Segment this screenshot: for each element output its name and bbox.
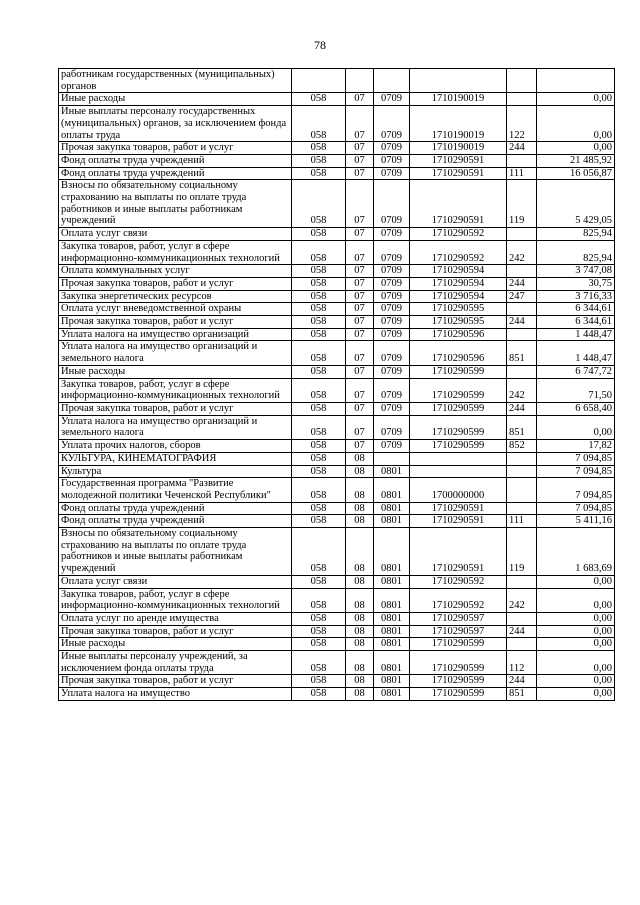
cell-subsection-code: 0801 [374, 515, 410, 528]
cell-department-code: 058 [292, 651, 346, 675]
cell-subsection-code [374, 452, 410, 465]
cell-section-code: 07 [346, 167, 374, 180]
cell-amount: 1 683,69 [537, 528, 615, 576]
table-row [59, 688, 615, 701]
cell-target-article: 1710290592 [410, 240, 507, 264]
cell-target-article: 1710290599 [410, 688, 507, 701]
cell-amount: 7 094,85 [537, 465, 615, 478]
cell-expense-type [507, 502, 537, 515]
cell-department-code: 058 [292, 303, 346, 316]
cell-expense-type: 244 [507, 675, 537, 688]
table-row [59, 142, 615, 155]
cell-amount: 6 747,72 [537, 365, 615, 378]
cell-expense-type [507, 575, 537, 588]
cell-section-code: 07 [346, 290, 374, 303]
cell-amount: 0,00 [537, 588, 615, 612]
cell-name: Уплата налога на имущество [59, 688, 292, 701]
cell-name: Закупка товаров, работ, услуг в сфере информационно-коммуникационных технологий [59, 588, 292, 612]
table-row [59, 154, 615, 167]
cell-department-code: 058 [292, 365, 346, 378]
cell-department-code: 058 [292, 638, 346, 651]
cell-subsection-code: 0801 [374, 675, 410, 688]
table-row [59, 675, 615, 688]
cell-amount: 17,82 [537, 440, 615, 453]
cell-target-article: 1710290596 [410, 328, 507, 341]
table-row [59, 625, 615, 638]
cell-target-article: 1710290599 [410, 415, 507, 439]
cell-target-article: 1710290591 [410, 502, 507, 515]
cell-section-code: 08 [346, 588, 374, 612]
budget-table [58, 68, 615, 701]
table-row [59, 265, 615, 278]
cell-expense-type [507, 265, 537, 278]
cell-section-code: 07 [346, 154, 374, 167]
cell-target-article: 1710290592 [410, 575, 507, 588]
cell-name: Закупка товаров, работ, услуг в сфере информационно-коммуникационных технологий [59, 378, 292, 402]
cell-department-code: 058 [292, 265, 346, 278]
cell-section-code: 07 [346, 180, 374, 228]
cell-department-code: 058 [292, 228, 346, 241]
cell-section-code: 07 [346, 328, 374, 341]
cell-department-code: 058 [292, 452, 346, 465]
cell-name: Закупка энергетических ресурсов [59, 290, 292, 303]
cell-amount: 0,00 [537, 106, 615, 142]
cell-target-article: 1710190019 [410, 93, 507, 106]
cell-target-article: 1710290591 [410, 180, 507, 228]
cell-department-code: 058 [292, 465, 346, 478]
cell-subsection-code: 0709 [374, 316, 410, 329]
cell-target-article: 1710290591 [410, 167, 507, 180]
cell-target-article: 1710290599 [410, 651, 507, 675]
cell-expense-type: 242 [507, 588, 537, 612]
cell-expense-type: 119 [507, 180, 537, 228]
cell-expense-type [507, 154, 537, 167]
cell-department-code: 058 [292, 277, 346, 290]
cell-name: Прочая закупка товаров, работ и услуг [59, 277, 292, 290]
cell-section-code: 07 [346, 228, 374, 241]
cell-expense-type: 111 [507, 515, 537, 528]
cell-target-article: 1710190019 [410, 142, 507, 155]
cell-expense-type: 244 [507, 402, 537, 415]
cell-expense-type [507, 465, 537, 478]
cell-section-code: 08 [346, 625, 374, 638]
cell-amount: 825,94 [537, 228, 615, 241]
cell-amount: 0,00 [537, 688, 615, 701]
cell-department-code: 058 [292, 180, 346, 228]
cell-expense-type: 852 [507, 440, 537, 453]
cell-amount: 3 716,33 [537, 290, 615, 303]
cell-target-article: 1710190019 [410, 106, 507, 142]
cell-section-code: 07 [346, 365, 374, 378]
cell-name: Иные расходы [59, 638, 292, 651]
cell-subsection-code: 0709 [374, 240, 410, 264]
cell-expense-type: 851 [507, 341, 537, 365]
table-row [59, 93, 615, 106]
cell-amount: 6 658,40 [537, 402, 615, 415]
cell-subsection-code: 0709 [374, 106, 410, 142]
cell-name: Прочая закупка товаров, работ и услуг [59, 675, 292, 688]
table-row [59, 440, 615, 453]
cell-department-code: 058 [292, 502, 346, 515]
cell-target-article: 1710290597 [410, 625, 507, 638]
cell-section-code: 08 [346, 675, 374, 688]
cell-expense-type: 112 [507, 651, 537, 675]
cell-target-article: 1710290594 [410, 265, 507, 278]
cell-target-article: 1710290599 [410, 440, 507, 453]
cell-subsection-code: 0709 [374, 415, 410, 439]
cell-target-article: 1710290599 [410, 365, 507, 378]
cell-department-code: 058 [292, 154, 346, 167]
table-row [59, 402, 615, 415]
cell-expense-type: 247 [507, 290, 537, 303]
cell-subsection-code: 0709 [374, 142, 410, 155]
cell-amount: 0,00 [537, 93, 615, 106]
cell-section-code: 07 [346, 277, 374, 290]
cell-name: Уплата прочих налогов, сборов [59, 440, 292, 453]
cell-subsection-code: 0709 [374, 265, 410, 278]
cell-name: Оплата услуг связи [59, 228, 292, 241]
cell-expense-type: 119 [507, 528, 537, 576]
cell-department-code: 058 [292, 415, 346, 439]
table-row [59, 290, 615, 303]
cell-amount: 5 429,05 [537, 180, 615, 228]
cell-department-code [292, 69, 346, 93]
table-row [59, 415, 615, 439]
cell-department-code: 058 [292, 625, 346, 638]
cell-amount [537, 69, 615, 93]
cell-expense-type: 851 [507, 415, 537, 439]
cell-subsection-code: 0801 [374, 465, 410, 478]
cell-target-article: 1710290594 [410, 290, 507, 303]
cell-amount: 1 448,47 [537, 341, 615, 365]
cell-target-article: 1710290599 [410, 402, 507, 415]
cell-department-code: 058 [292, 612, 346, 625]
table-row [59, 167, 615, 180]
cell-department-code: 058 [292, 328, 346, 341]
cell-subsection-code: 0709 [374, 328, 410, 341]
cell-expense-type: 244 [507, 625, 537, 638]
cell-department-code: 058 [292, 528, 346, 576]
cell-section-code: 07 [346, 440, 374, 453]
cell-target-article: 1710290591 [410, 528, 507, 576]
cell-subsection-code: 0801 [374, 688, 410, 701]
table-row [59, 588, 615, 612]
cell-amount: 825,94 [537, 240, 615, 264]
cell-subsection-code: 0709 [374, 154, 410, 167]
cell-name: Иные расходы [59, 365, 292, 378]
cell-subsection-code: 0801 [374, 651, 410, 675]
cell-section-code: 07 [346, 341, 374, 365]
cell-section-code [346, 69, 374, 93]
cell-amount: 7 094,85 [537, 478, 615, 502]
cell-section-code: 08 [346, 612, 374, 625]
cell-subsection-code: 0801 [374, 575, 410, 588]
table-row [59, 180, 615, 228]
cell-amount: 21 485,92 [537, 154, 615, 167]
cell-department-code: 058 [292, 341, 346, 365]
cell-expense-type [507, 478, 537, 502]
cell-expense-type: 244 [507, 142, 537, 155]
cell-amount: 5 411,16 [537, 515, 615, 528]
cell-section-code: 08 [346, 638, 374, 651]
cell-expense-type: 851 [507, 688, 537, 701]
cell-amount: 71,50 [537, 378, 615, 402]
cell-section-code: 07 [346, 378, 374, 402]
cell-amount: 0,00 [537, 638, 615, 651]
cell-department-code: 058 [292, 478, 346, 502]
cell-section-code: 08 [346, 478, 374, 502]
cell-expense-type [507, 69, 537, 93]
cell-expense-type [507, 228, 537, 241]
cell-expense-type [507, 365, 537, 378]
cell-name: Фонд оплаты труда учреждений [59, 154, 292, 167]
cell-name: Фонд оплаты труда учреждений [59, 515, 292, 528]
cell-expense-type [507, 303, 537, 316]
cell-expense-type: 242 [507, 378, 537, 402]
cell-department-code: 058 [292, 142, 346, 155]
cell-name: КУЛЬТУРА, КИНЕМАТОГРАФИЯ [59, 452, 292, 465]
cell-department-code: 058 [292, 588, 346, 612]
cell-department-code: 058 [292, 316, 346, 329]
cell-section-code: 08 [346, 575, 374, 588]
cell-amount: 30,75 [537, 277, 615, 290]
cell-name: Оплата услуг связи [59, 575, 292, 588]
cell-department-code: 058 [292, 106, 346, 142]
cell-target-article [410, 69, 507, 93]
table-row [59, 277, 615, 290]
cell-section-code: 08 [346, 528, 374, 576]
cell-section-code: 08 [346, 688, 374, 701]
cell-subsection-code: 0801 [374, 478, 410, 502]
table-row [59, 478, 615, 502]
cell-name: Уплата налога на имущество организаций и земельного налога [59, 415, 292, 439]
cell-name: Уплата налога на имущество организаций [59, 328, 292, 341]
table-row [59, 316, 615, 329]
table-row [59, 638, 615, 651]
cell-department-code: 058 [292, 378, 346, 402]
cell-expense-type: 244 [507, 316, 537, 329]
cell-target-article: 1710290599 [410, 675, 507, 688]
cell-target-article [410, 465, 507, 478]
cell-subsection-code: 0801 [374, 612, 410, 625]
cell-section-code: 08 [346, 515, 374, 528]
cell-section-code: 07 [346, 402, 374, 415]
cell-name: Закупка товаров, работ, услуг в сфере информационно-коммуникационных технологий [59, 240, 292, 264]
cell-name: Оплата коммунальных услуг [59, 265, 292, 278]
cell-subsection-code: 0709 [374, 290, 410, 303]
table-row [59, 515, 615, 528]
cell-target-article: 1700000000 [410, 478, 507, 502]
table-row [59, 378, 615, 402]
cell-target-article: 1710290592 [410, 228, 507, 241]
cell-section-code: 07 [346, 415, 374, 439]
table-row [59, 612, 615, 625]
cell-expense-type [507, 328, 537, 341]
cell-expense-type: 244 [507, 277, 537, 290]
cell-subsection-code: 0801 [374, 528, 410, 576]
cell-department-code: 058 [292, 440, 346, 453]
cell-target-article [410, 452, 507, 465]
cell-name: Прочая закупка товаров, работ и услуг [59, 402, 292, 415]
cell-department-code: 058 [292, 240, 346, 264]
budget-table-body [59, 69, 615, 701]
cell-amount: 0,00 [537, 612, 615, 625]
table-row [59, 575, 615, 588]
cell-amount: 6 344,61 [537, 316, 615, 329]
cell-target-article: 1710290591 [410, 154, 507, 167]
cell-target-article: 1710290597 [410, 612, 507, 625]
cell-department-code: 058 [292, 93, 346, 106]
cell-amount: 0,00 [537, 651, 615, 675]
cell-expense-type [507, 612, 537, 625]
cell-name: Фонд оплаты труда учреждений [59, 167, 292, 180]
cell-section-code: 07 [346, 316, 374, 329]
cell-subsection-code: 0801 [374, 588, 410, 612]
cell-name: Прочая закупка товаров, работ и услуг [59, 142, 292, 155]
cell-subsection-code: 0709 [374, 180, 410, 228]
table-row [59, 69, 615, 93]
table-row [59, 341, 615, 365]
cell-section-code: 07 [346, 265, 374, 278]
cell-amount: 0,00 [537, 142, 615, 155]
cell-section-code: 08 [346, 651, 374, 675]
cell-section-code: 07 [346, 93, 374, 106]
cell-amount: 0,00 [537, 575, 615, 588]
table-row [59, 106, 615, 142]
cell-target-article: 1710290599 [410, 378, 507, 402]
cell-target-article: 1710290599 [410, 638, 507, 651]
cell-name: Взносы по обязательному социальному страхованию на выплаты по оплате труда работников и иные выплаты работникам учреждений [59, 528, 292, 576]
cell-name: Оплата услуг вневедомственной охраны [59, 303, 292, 316]
cell-subsection-code: 0709 [374, 228, 410, 241]
cell-name: Иные выплаты персоналу государственных (муниципальных) органов, за исключением фонда оплаты труда [59, 106, 292, 142]
cell-name: Прочая закупка товаров, работ и услуг [59, 625, 292, 638]
cell-section-code: 07 [346, 106, 374, 142]
table-row [59, 303, 615, 316]
cell-department-code: 058 [292, 675, 346, 688]
cell-name: Иные расходы [59, 93, 292, 106]
cell-subsection-code: 0709 [374, 303, 410, 316]
cell-target-article: 1710290591 [410, 515, 507, 528]
cell-name: Государственная программа "Развитие молодежной политики Чеченской Республики" [59, 478, 292, 502]
cell-name: Уплата налога на имущество организаций и земельного налога [59, 341, 292, 365]
cell-target-article: 1710290595 [410, 316, 507, 329]
table-row [59, 528, 615, 576]
cell-expense-type [507, 638, 537, 651]
cell-department-code: 058 [292, 167, 346, 180]
cell-section-code: 08 [346, 452, 374, 465]
cell-department-code: 058 [292, 515, 346, 528]
cell-subsection-code: 0709 [374, 378, 410, 402]
cell-amount: 0,00 [537, 625, 615, 638]
table-row [59, 465, 615, 478]
cell-target-article: 1710290595 [410, 303, 507, 316]
cell-amount: 0,00 [537, 415, 615, 439]
cell-name: Иные выплаты персоналу учреждений, за исключением фонда оплаты труда [59, 651, 292, 675]
table-row [59, 365, 615, 378]
cell-amount: 3 747,08 [537, 265, 615, 278]
table-row [59, 240, 615, 264]
table-row [59, 328, 615, 341]
cell-expense-type [507, 452, 537, 465]
cell-subsection-code: 0709 [374, 93, 410, 106]
table-row [59, 502, 615, 515]
cell-subsection-code: 0801 [374, 625, 410, 638]
cell-expense-type: 122 [507, 106, 537, 142]
cell-section-code: 07 [346, 240, 374, 264]
cell-name: Прочая закупка товаров, работ и услуг [59, 316, 292, 329]
cell-department-code: 058 [292, 575, 346, 588]
cell-subsection-code: 0709 [374, 365, 410, 378]
cell-target-article: 1710290596 [410, 341, 507, 365]
cell-amount: 1 448,47 [537, 328, 615, 341]
table-row [59, 651, 615, 675]
cell-expense-type: 242 [507, 240, 537, 264]
cell-subsection-code: 0709 [374, 402, 410, 415]
cell-section-code: 07 [346, 303, 374, 316]
cell-amount: 6 344,61 [537, 303, 615, 316]
cell-subsection-code [374, 69, 410, 93]
cell-expense-type: 111 [507, 167, 537, 180]
cell-subsection-code: 0709 [374, 277, 410, 290]
cell-department-code: 058 [292, 402, 346, 415]
cell-department-code: 058 [292, 290, 346, 303]
cell-subsection-code: 0709 [374, 167, 410, 180]
cell-section-code: 07 [346, 142, 374, 155]
cell-name: работникам государственных (муниципальных) органов [59, 69, 292, 93]
cell-target-article: 1710290592 [410, 588, 507, 612]
cell-amount: 16 056,87 [537, 167, 615, 180]
cell-name: Фонд оплаты труда учреждений [59, 502, 292, 515]
cell-subsection-code: 0801 [374, 638, 410, 651]
table-row [59, 452, 615, 465]
cell-subsection-code: 0709 [374, 341, 410, 365]
cell-section-code: 08 [346, 465, 374, 478]
page-number: 78 [314, 38, 326, 52]
cell-name: Оплата услуг по аренде имущества [59, 612, 292, 625]
cell-section-code: 08 [346, 502, 374, 515]
cell-department-code: 058 [292, 688, 346, 701]
cell-name: Взносы по обязательному социальному страхованию на выплаты по оплате труда работников и иные выплаты работникам учреждений [59, 180, 292, 228]
cell-amount: 0,00 [537, 675, 615, 688]
cell-name: Культура [59, 465, 292, 478]
cell-subsection-code: 0709 [374, 440, 410, 453]
table-row [59, 228, 615, 241]
cell-expense-type [507, 93, 537, 106]
cell-target-article: 1710290594 [410, 277, 507, 290]
cell-amount: 7 094,85 [537, 452, 615, 465]
cell-amount: 7 094,85 [537, 502, 615, 515]
cell-subsection-code: 0801 [374, 502, 410, 515]
